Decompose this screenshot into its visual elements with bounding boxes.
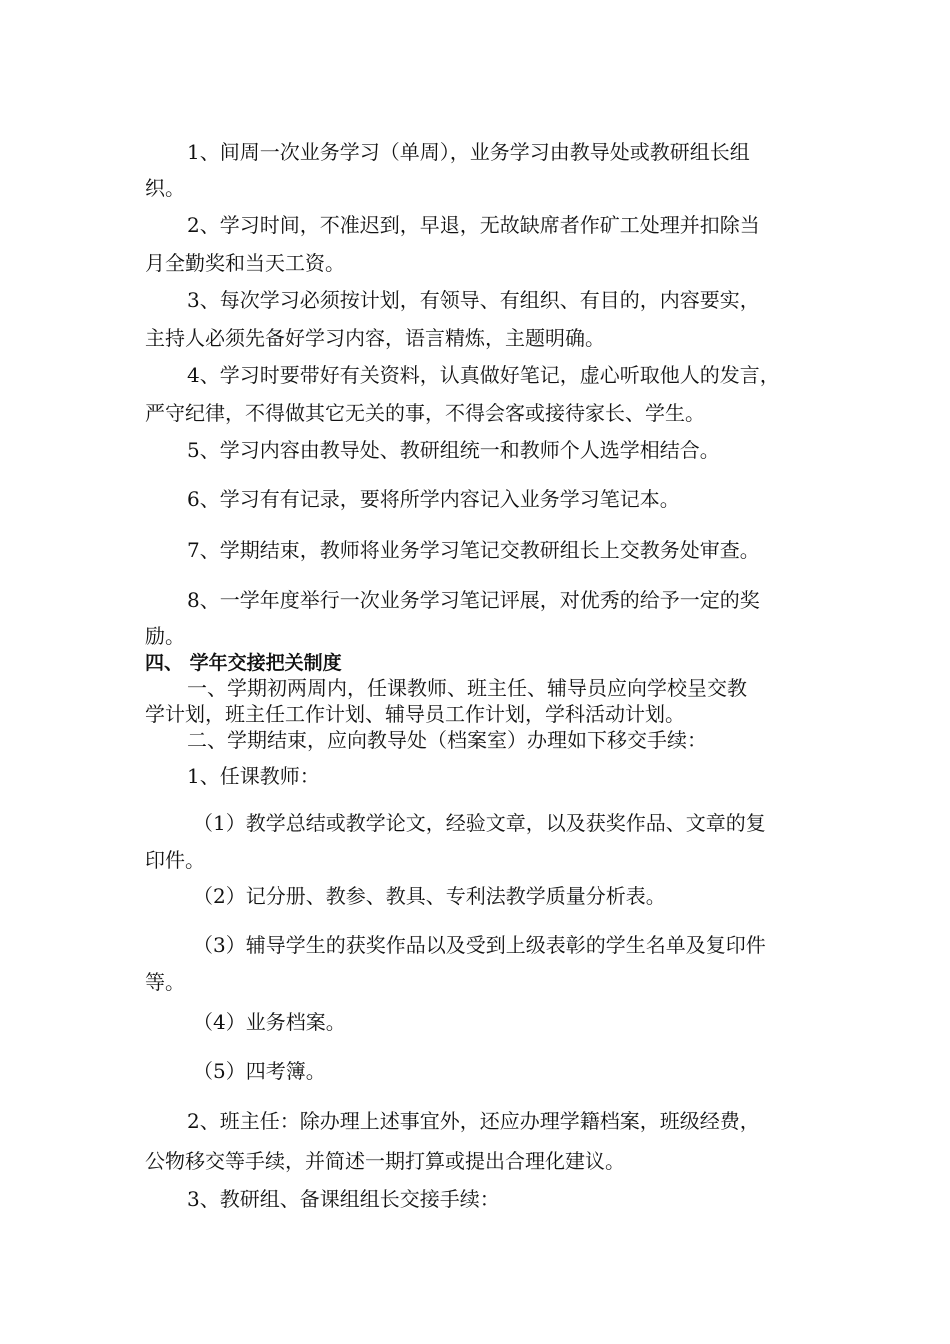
rule-3-line-1: 3、每次学习必须按计划，有领导、有组织、有目的，内容要实， bbox=[187, 288, 760, 312]
subitem-3-line-1: （3）辅导学生的获奖作品以及受到上级表彰的学生名单及复印件 bbox=[193, 933, 766, 957]
rule-1-line-1: 1、间周一次业务学习（单周），业务学习由教导处或教研组长组 bbox=[187, 140, 750, 164]
rule-3-line-2: 主持人必须先备好学习内容，语言精炼，主题明确。 bbox=[145, 326, 605, 350]
rule-8-line-1: 8、一学年度举行一次业务学习笔记评展，对优秀的给予一定的奖 bbox=[187, 588, 760, 612]
rule-8-line-2: 励。 bbox=[145, 624, 185, 648]
subitem-1-line-1: （1）教学总结或教学论文，经验文章，以及获奖作品、文章的复 bbox=[193, 811, 766, 835]
head-teacher-line-1: 2、班主任：除办理上述事宜外，还应办理学籍档案，班级经费， bbox=[187, 1109, 760, 1133]
item-one-line-2: 学计划，班主任工作计划、辅导员工作计划，学科活动计划。 bbox=[145, 702, 685, 726]
subitem-1-line-2: 印件。 bbox=[145, 848, 205, 872]
rule-2-line-1: 2、学习时间，不准迟到，早退，无故缺席者作矿工处理并扣除当 bbox=[187, 213, 760, 237]
item-one-line-1: 一、学期初两周内，任课教师、班主任、辅导员应向学校呈交教 bbox=[187, 676, 747, 700]
rule-4-line-1: 4、学习时要带好有关资料，认真做好笔记，虚心听取他人的发言， bbox=[187, 363, 780, 387]
subitem-3-line-2: 等。 bbox=[145, 970, 185, 994]
group-leader-heading: 3、教研组、备课组组长交接手续： bbox=[187, 1187, 500, 1211]
rule-2-line-2: 月全勤奖和当天工资。 bbox=[145, 251, 345, 275]
rule-1-line-2: 织。 bbox=[145, 176, 185, 200]
item-two: 二、学期结束，应向教导处（档案室）办理如下移交手续： bbox=[187, 728, 707, 752]
head-teacher-line-2: 公物移交等手续，并简述一期打算或提出合理化建议。 bbox=[145, 1149, 625, 1173]
rule-5: 5、学习内容由教导处、教研组统一和教师个人选学相结合。 bbox=[187, 438, 720, 462]
subitem-4: （4）业务档案。 bbox=[193, 1010, 346, 1034]
section-heading: 四、 学年交接把关制度 bbox=[145, 652, 342, 674]
subitem-5: （5）四考簿。 bbox=[193, 1059, 326, 1083]
subitem-2: （2）记分册、教参、教具、专利法教学质量分析表。 bbox=[193, 884, 666, 908]
subject-teacher-heading: 1、任课教师： bbox=[187, 764, 320, 788]
rule-6: 6、学习有有记录，要将所学内容记入业务学习笔记本。 bbox=[187, 487, 680, 511]
rule-4-line-2: 严守纪律，不得做其它无关的事，不得会客或接待家长、学生。 bbox=[145, 401, 705, 425]
rule-7: 7、学期结束，教师将业务学习笔记交教研组长上交教务处审查。 bbox=[187, 538, 760, 562]
